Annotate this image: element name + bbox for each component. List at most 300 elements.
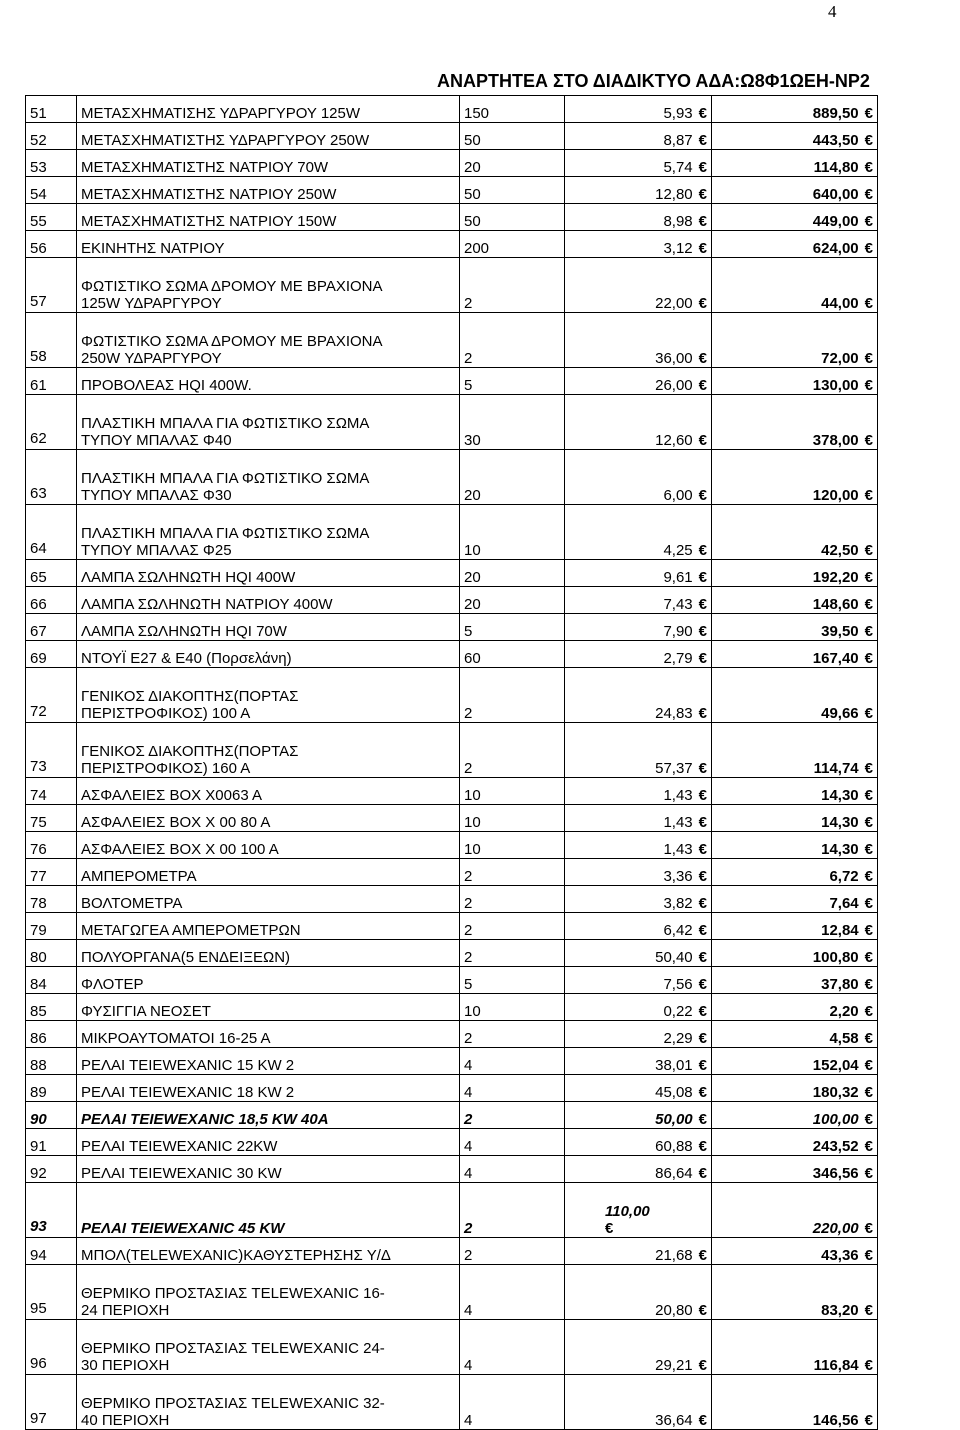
unit-price (565, 940, 712, 967)
item-description (77, 258, 460, 313)
euro-icon: € (864, 295, 873, 312)
line-total (712, 967, 878, 994)
euro-icon: € (864, 1302, 873, 1319)
line-total (712, 1265, 878, 1320)
item-quantity: 30 (460, 395, 565, 450)
item-quantity: 2 (460, 913, 565, 940)
euro-icon: € (864, 976, 873, 993)
description-line: ΡΕΛΑΙ ΤΕΙΕWΕΧΑΝΙC 45 KW (81, 1220, 285, 1237)
unit-price-value: 38,01 (655, 1057, 693, 1074)
euro-icon: € (864, 1003, 873, 1020)
item-number: 90 (26, 1102, 77, 1129)
item-quantity: 4 (460, 1320, 565, 1375)
item-number: 86 (26, 1021, 77, 1048)
unit-price-value: 8,98 (663, 213, 693, 230)
line-total-value: 624,00 (812, 240, 859, 257)
item-description (77, 1265, 460, 1320)
euro-icon: € (698, 623, 707, 640)
item-number: 93 (26, 1183, 77, 1238)
unit-price (565, 560, 712, 587)
item-number: 51 (26, 96, 77, 123)
item-description (77, 1129, 460, 1156)
euro-icon: € (698, 841, 707, 858)
description-line: ΡΕΛΑΙ ΤΕΙΕWΕΧΑΝΙC 15 KW 2 (81, 1057, 295, 1074)
item-description (77, 832, 460, 859)
item-description (77, 204, 460, 231)
line-total-value: 378,00 (812, 432, 859, 449)
description-line: ΜΙΚΡΟΑΥΤΟΜΑΤΟΙ 16-25 Α (81, 1030, 271, 1047)
unit-price-value: 7,43 (663, 596, 693, 613)
line-total-value: 167,40 (812, 650, 859, 667)
item-description (77, 177, 460, 204)
unit-price (565, 1048, 712, 1075)
description-line: ΜΕΤΑΣΧΗΜΑΤΙΣΤΗΣ ΝΑΤΡΙΟΥ 70W (81, 159, 329, 176)
line-total-value: 889,50 (812, 105, 859, 122)
description-line: ΦΥΣΙΓΓΙΑ ΝΕΟΣΕΤ (81, 1003, 211, 1020)
euro-icon: € (698, 1412, 707, 1429)
description-line: ΤΥΠΟΥ ΜΠΑΛΑΣ Φ25 (81, 542, 232, 559)
unit-price (565, 1238, 712, 1265)
price-table-body (26, 96, 878, 1430)
item-quantity: 4 (460, 1156, 565, 1183)
line-total-value: 49,66 (821, 705, 859, 722)
unit-price (565, 505, 712, 560)
item-number: 57 (26, 258, 77, 313)
description-line: ΜΕΤΑΣΧΗΜΑΤΙΣΤΗΣ ΝΑΤΡΙΟΥ 250W (81, 186, 337, 203)
item-number: 79 (26, 913, 77, 940)
line-total (712, 1075, 878, 1102)
unit-price-value: 1,43 (663, 814, 693, 831)
item-description (77, 505, 460, 560)
unit-price-value: 7,56 (663, 976, 693, 993)
line-total-value: 180,32 (812, 1084, 859, 1101)
item-quantity: 20 (460, 150, 565, 177)
table-row (26, 123, 878, 150)
item-description (77, 450, 460, 505)
line-total (712, 1129, 878, 1156)
unit-price (565, 368, 712, 395)
item-number: 56 (26, 231, 77, 258)
item-quantity: 50 (460, 123, 565, 150)
euro-icon: € (698, 895, 707, 912)
euro-icon: € (864, 1247, 873, 1264)
line-total (712, 723, 878, 778)
unit-price-value: 45,08 (655, 1084, 693, 1101)
unit-price (565, 204, 712, 231)
unit-price (565, 1102, 712, 1129)
unit-price (565, 177, 712, 204)
item-description (77, 395, 460, 450)
table-row (26, 859, 878, 886)
unit-price-value: 4,25 (663, 542, 693, 559)
description-line: ΠΕΡΙΣΤΡΟΦΙΚΟΣ) 100 Α (81, 705, 251, 722)
item-description (77, 859, 460, 886)
table-row (26, 668, 878, 723)
unit-price (565, 1021, 712, 1048)
euro-icon: € (698, 1165, 707, 1182)
table-row (26, 1238, 878, 1265)
unit-price-value: 7,90 (663, 623, 693, 640)
table-row (26, 832, 878, 859)
line-total (712, 313, 878, 368)
unit-price (565, 1320, 712, 1375)
item-quantity: 5 (460, 614, 565, 641)
unit-price (565, 123, 712, 150)
line-total (712, 1183, 878, 1238)
unit-price-value: 26,00 (655, 377, 693, 394)
description-line: ΠΛΑΣΤΙΚΗ ΜΠΑΛΑ ΓΙΑ ΦΩΤΙΣΤΙΚΟ ΣΩΜΑ (81, 415, 370, 432)
item-quantity: 4 (460, 1129, 565, 1156)
table-row (26, 231, 878, 258)
unit-price-value: 24,83 (655, 705, 693, 722)
unit-price (565, 587, 712, 614)
euro-icon: € (698, 377, 707, 394)
line-total (712, 96, 878, 123)
line-total (712, 913, 878, 940)
euro-icon: € (864, 132, 873, 149)
euro-icon: € (698, 487, 707, 504)
item-quantity: 2 (460, 1021, 565, 1048)
item-description (77, 368, 460, 395)
description-line: ΤΥΠΟΥ ΜΠΑΛΑΣ Φ30 (81, 487, 232, 504)
line-total (712, 832, 878, 859)
euro-icon: € (864, 868, 873, 885)
description-line: ΓΕΝΙΚΟΣ ΔΙΑΚΟΠΤΗΣ(ΠΟΡΤΑΣ (81, 688, 299, 705)
euro-icon: € (605, 1220, 614, 1237)
unit-price (565, 967, 712, 994)
line-total-value: 152,04 (812, 1057, 859, 1074)
table-row (26, 967, 878, 994)
description-line: ΜΕΤΑΣΧΗΜΑΤΙΣΤΗΣ ΥΔΡΑΡΓΥΡΟΥ 250W (81, 132, 370, 149)
unit-price (565, 614, 712, 641)
description-line: ΓΕΝΙΚΟΣ ΔΙΑΚΟΠΤΗΣ(ΠΟΡΤΑΣ (81, 743, 299, 760)
table-row (26, 1021, 878, 1048)
table-row (26, 886, 878, 913)
table-row (26, 560, 878, 587)
table-row (26, 614, 878, 641)
euro-icon: € (698, 432, 707, 449)
line-total (712, 1102, 878, 1129)
item-quantity: 5 (460, 368, 565, 395)
unit-price (565, 313, 712, 368)
unit-price-value: 8,87 (663, 132, 693, 149)
line-total-value: 116,84 (813, 1357, 859, 1374)
item-description (77, 123, 460, 150)
table-row (26, 505, 878, 560)
item-quantity: 10 (460, 994, 565, 1021)
line-total-value: 220,00 (812, 1220, 859, 1237)
unit-price (565, 723, 712, 778)
table-row (26, 258, 878, 313)
item-quantity: 10 (460, 805, 565, 832)
line-total-value: 43,36 (821, 1247, 859, 1264)
table-row (26, 204, 878, 231)
euro-icon: € (864, 1357, 873, 1374)
line-total-value: 2,20 (829, 1003, 859, 1020)
euro-icon: € (698, 542, 707, 559)
table-row (26, 1102, 878, 1129)
unit-price (565, 1375, 712, 1430)
line-total-value: 130,00 (812, 377, 859, 394)
item-quantity: 150 (460, 96, 565, 123)
item-description (77, 96, 460, 123)
item-description (77, 913, 460, 940)
line-total-value: 4,58 (829, 1030, 859, 1047)
euro-icon: € (698, 240, 707, 257)
line-total-value: 640,00 (812, 186, 859, 203)
line-total (712, 859, 878, 886)
euro-icon: € (698, 132, 707, 149)
item-quantity: 4 (460, 1375, 565, 1430)
unit-price (565, 778, 712, 805)
unit-price (565, 913, 712, 940)
item-number: 74 (26, 778, 77, 805)
line-total (712, 805, 878, 832)
unit-price-value: 110,00 (605, 1203, 650, 1220)
line-total-value: 114,80 (813, 159, 859, 176)
line-total-value: 192,20 (812, 569, 859, 586)
table-row (26, 1129, 878, 1156)
item-number: 85 (26, 994, 77, 1021)
euro-icon: € (698, 1084, 707, 1101)
line-total-value: 72,00 (821, 350, 859, 367)
item-description (77, 994, 460, 1021)
description-line: ΠΡΟΒΟΛΕΑΣ HQI 400W. (81, 377, 252, 394)
table-row (26, 587, 878, 614)
item-description (77, 1320, 460, 1375)
table-row (26, 1375, 878, 1430)
item-description (77, 940, 460, 967)
unit-price-value: 9,61 (663, 569, 693, 586)
description-line: ΦΩΤΙΣΤΙΚΟ ΣΩΜΑ ΔΡΟΜΟΥ ΜΕ ΒΡΑΧΙΟΝΑ (81, 333, 383, 350)
item-quantity: 2 (460, 1183, 565, 1238)
item-number: 84 (26, 967, 77, 994)
description-line: 30 ΠΕΡΙΟΧΗ (81, 1357, 170, 1374)
unit-price (565, 641, 712, 668)
description-line: ΑΜΠΕΡΟΜΕΤΡΑ (81, 868, 197, 885)
unit-price (565, 150, 712, 177)
line-total-value: 6,72 (829, 868, 859, 885)
item-number: 73 (26, 723, 77, 778)
euro-icon: € (864, 350, 873, 367)
unit-price-value: 29,21 (655, 1357, 693, 1374)
euro-icon: € (864, 1084, 873, 1101)
item-number: 54 (26, 177, 77, 204)
table-row (26, 450, 878, 505)
table-row (26, 368, 878, 395)
description-line: 125W ΥΔΡΑΡΓΥΡΟΥ (81, 295, 222, 312)
description-line: 40 ΠΕΡΙΟΧΗ (81, 1412, 170, 1429)
item-number: 75 (26, 805, 77, 832)
euro-icon: € (864, 159, 873, 176)
item-quantity: 200 (460, 231, 565, 258)
description-line: ΜΕΤΑΣΧΗΜΑΤΙΣΗΣ ΥΔΡΑΡΓΥΡΟΥ 125W (81, 105, 361, 122)
unit-price (565, 258, 712, 313)
line-total-value: 14,30 (821, 841, 859, 858)
item-quantity: 10 (460, 832, 565, 859)
unit-price (565, 1265, 712, 1320)
item-description (77, 587, 460, 614)
item-quantity: 20 (460, 450, 565, 505)
unit-price-value: 12,80 (655, 186, 693, 203)
table-row (26, 313, 878, 368)
line-total (712, 668, 878, 723)
item-number: 69 (26, 641, 77, 668)
description-line: ΛΑΜΠΑ ΣΩΛΗΝΩΤΗ HQI 400W (81, 569, 296, 586)
euro-icon: € (864, 1138, 873, 1155)
item-number: 76 (26, 832, 77, 859)
euro-icon: € (864, 240, 873, 257)
euro-icon: € (864, 1111, 873, 1128)
table-row (26, 641, 878, 668)
line-total-value: 443,50 (812, 132, 859, 149)
item-description (77, 641, 460, 668)
item-number: 72 (26, 668, 77, 723)
unit-price (565, 395, 712, 450)
line-total (712, 614, 878, 641)
unit-price (565, 832, 712, 859)
euro-icon: € (864, 569, 873, 586)
unit-price (565, 96, 712, 123)
unit-price (565, 668, 712, 723)
euro-icon: € (864, 895, 873, 912)
item-description (77, 1048, 460, 1075)
line-total (712, 177, 878, 204)
euro-icon: € (864, 1412, 873, 1429)
unit-price-value: 20,80 (655, 1302, 693, 1319)
line-total (712, 641, 878, 668)
unit-price-value: 3,82 (663, 895, 693, 912)
unit-price (565, 1156, 712, 1183)
description-line: ΒΟΛΤΟΜΕΤΡΑ (81, 895, 183, 912)
line-total-value: 14,30 (821, 787, 859, 804)
table-row (26, 805, 878, 832)
item-quantity: 2 (460, 258, 565, 313)
line-total-value: 42,50 (821, 542, 859, 559)
unit-price (565, 859, 712, 886)
description-line: ΡΕΛΑΙ ΤΕΙΕWΕΧΑΝΙC 30 KW (81, 1165, 282, 1182)
item-description (77, 614, 460, 641)
euro-icon: € (864, 487, 873, 504)
description-line: 250W ΥΔΡΑΡΓΥΡΟΥ (81, 350, 222, 367)
item-number: 64 (26, 505, 77, 560)
unit-price-value: 1,43 (663, 787, 693, 804)
line-total (712, 258, 878, 313)
item-quantity: 10 (460, 778, 565, 805)
item-quantity: 2 (460, 723, 565, 778)
description-line: ΡΕΛΑΙ ΤΕΙΕWΕΧΑΝΙC 22KW (81, 1138, 278, 1155)
item-description (77, 723, 460, 778)
euro-icon: € (864, 105, 873, 122)
line-total-value: 37,80 (821, 976, 859, 993)
euro-icon: € (698, 976, 707, 993)
table-row (26, 1048, 878, 1075)
euro-icon: € (864, 760, 873, 777)
item-quantity: 20 (460, 587, 565, 614)
unit-price-value: 3,12 (663, 240, 693, 257)
euro-icon: € (698, 949, 707, 966)
table-row (26, 913, 878, 940)
unit-price-value: 21,68 (655, 1247, 693, 1264)
item-quantity: 50 (460, 177, 565, 204)
description-line: ΕΚΙΝΗΤΗΣ ΝΑΤΡΙΟΥ (81, 240, 225, 257)
item-quantity: 2 (460, 886, 565, 913)
unit-price-value: 6,00 (663, 487, 693, 504)
line-total (712, 1021, 878, 1048)
description-line: ΠΕΡΙΣΤΡΟΦΙΚΟΣ) 160 Α (81, 760, 251, 777)
line-total-value: 449,00 (812, 213, 859, 230)
line-total-value: 346,56 (812, 1165, 859, 1182)
item-description (77, 778, 460, 805)
line-total-value: 100,80 (812, 949, 859, 966)
euro-icon: € (698, 705, 707, 722)
unit-price-value: 50,00 (655, 1111, 693, 1128)
line-total-value: 12,84 (821, 922, 859, 939)
item-description (77, 231, 460, 258)
description-line: ΤΥΠΟΥ ΜΠΑΛΑΣ Φ40 (81, 432, 232, 449)
line-total-value: 148,60 (812, 596, 859, 613)
item-number: 53 (26, 150, 77, 177)
table-row (26, 1156, 878, 1183)
description-line: ΜΕΤΑΓΩΓΕΑ ΑΜΠΕΡΟΜΕΤΡΩΝ (81, 922, 301, 939)
line-total (712, 505, 878, 560)
line-total (712, 994, 878, 1021)
table-row (26, 940, 878, 967)
unit-price-value: 2,29 (663, 1030, 693, 1047)
euro-icon: € (864, 542, 873, 559)
euro-icon: € (698, 787, 707, 804)
euro-icon: € (864, 213, 873, 230)
item-number: 97 (26, 1375, 77, 1430)
ada-header: ΑΝΑΡΤΗΤΕΑ ΣΤΟ ΔΙΑΔΙΚΤΥΟ ΑΔΑ:Ω8Φ1ΩΕΗ-ΝΡ2 (437, 71, 870, 91)
table-row (26, 150, 878, 177)
euro-icon: € (698, 159, 707, 176)
item-number: 62 (26, 395, 77, 450)
line-total-value: 120,00 (812, 487, 859, 504)
item-description (77, 560, 460, 587)
unit-price (565, 886, 712, 913)
item-description (77, 150, 460, 177)
unit-price-value: 5,93 (663, 105, 693, 122)
item-quantity: 4 (460, 1048, 565, 1075)
item-number: 65 (26, 560, 77, 587)
line-total-value: 100,00 (812, 1111, 859, 1128)
line-total (712, 886, 878, 913)
item-description (77, 1375, 460, 1430)
item-quantity: 2 (460, 859, 565, 886)
euro-icon: € (698, 650, 707, 667)
euro-icon: € (698, 596, 707, 613)
line-total (712, 368, 878, 395)
unit-price-value: 0,22 (663, 1003, 693, 1020)
item-number: 88 (26, 1048, 77, 1075)
euro-icon: € (698, 569, 707, 586)
table-row (26, 1265, 878, 1320)
line-total-value: 44,00 (821, 295, 859, 312)
euro-icon: € (698, 213, 707, 230)
euro-icon: € (864, 1057, 873, 1074)
unit-price-value: 86,64 (655, 1165, 693, 1182)
item-quantity: 2 (460, 1238, 565, 1265)
item-quantity: 10 (460, 505, 565, 560)
euro-icon: € (698, 186, 707, 203)
euro-icon: € (864, 705, 873, 722)
line-total (712, 123, 878, 150)
description-line: ΑΣΦΑΛΕΙΕΣ ΒΟΧ Χ 00 100 Α (81, 841, 279, 858)
item-number: 63 (26, 450, 77, 505)
unit-price-value: 3,36 (663, 868, 693, 885)
description-line: ΠΛΑΣΤΙΚΗ ΜΠΑΛΑ ΓΙΑ ΦΩΤΙΣΤΙΚΟ ΣΩΜΑ (81, 525, 370, 542)
